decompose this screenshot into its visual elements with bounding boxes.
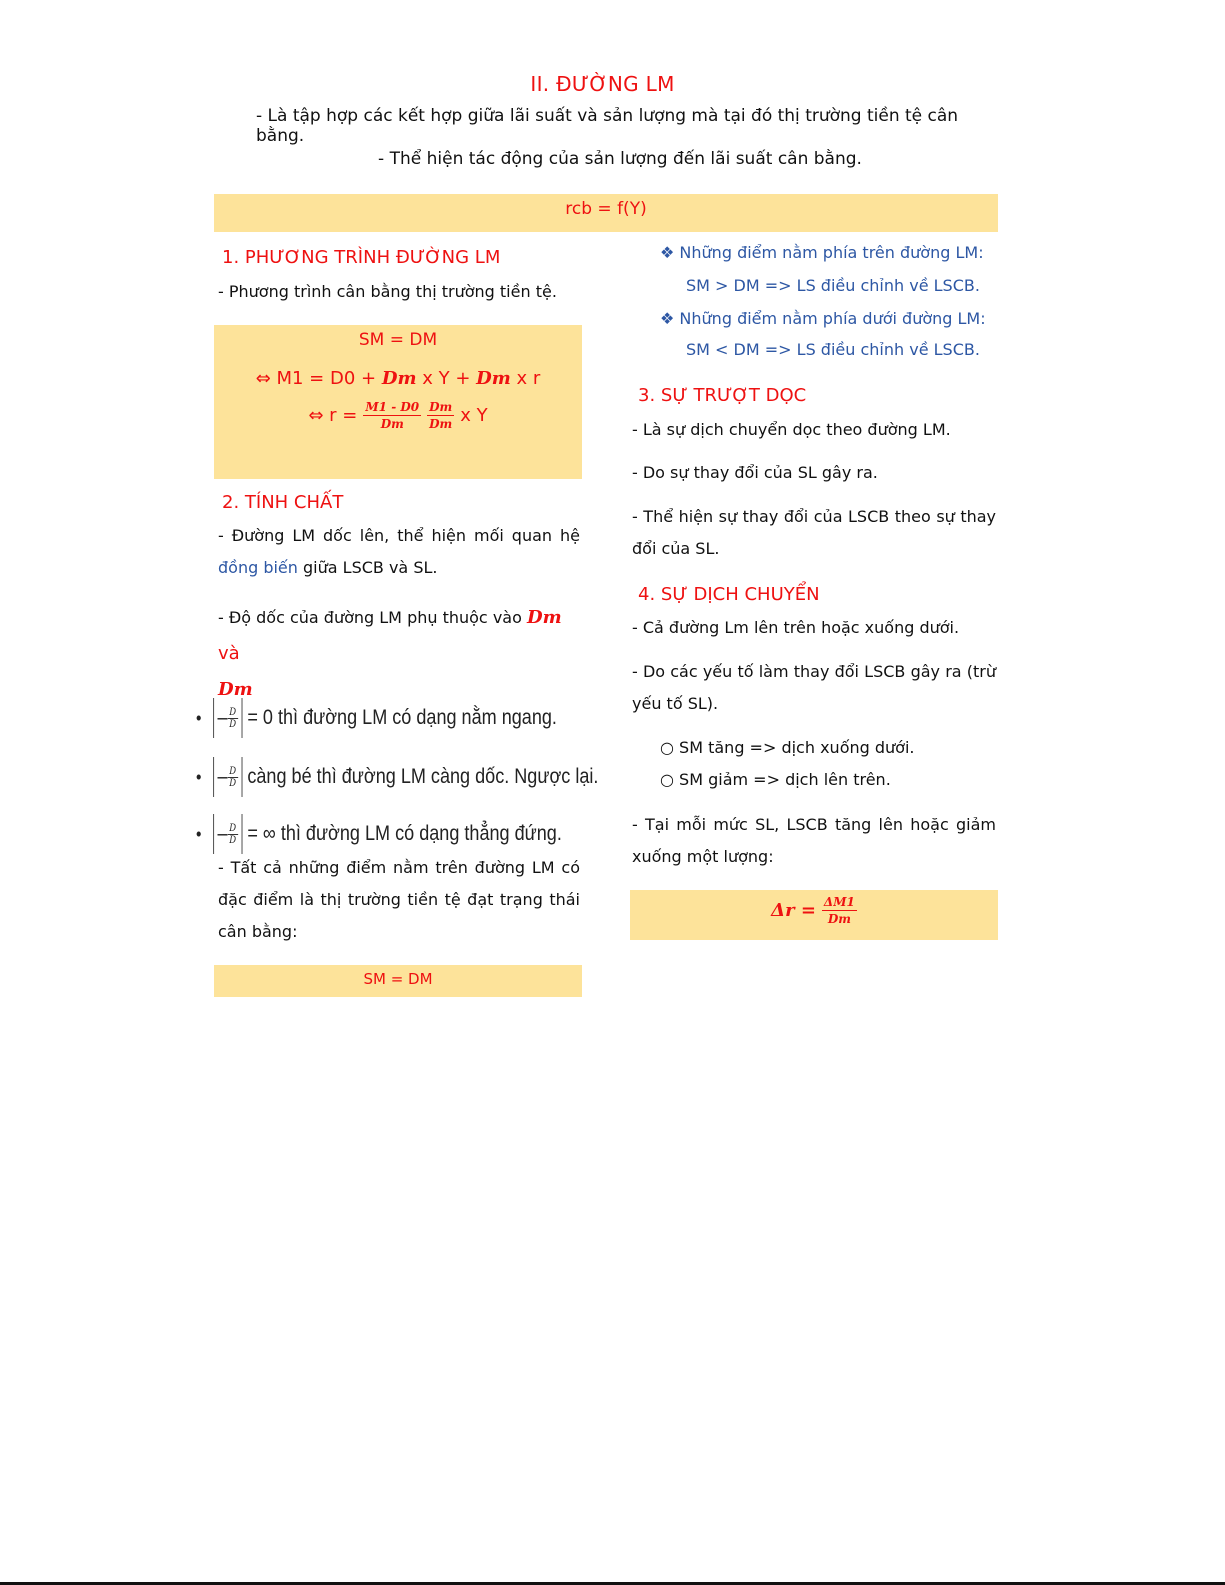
p1-part-b: giữa LSCB và SL. [303,558,438,577]
p1-highlight: đồng biến [218,558,298,577]
section-1-text: - Phương trình cân bằng thị trường tiền tệ. [218,282,557,301]
eq3-suffix: x Y [460,405,488,426]
abs-den-2: D [229,777,237,789]
section-3-line-3: - Thể hiện sự thay đổi của LSCB theo sự thay đổi của SL. [632,507,996,558]
formula-band-delta-r [630,890,998,940]
formula-sm-dm: SM = DM [363,970,433,988]
bullet-text-3: = ∞ thì đường LM có dạng thẳng đứng. [247,822,562,845]
eq2-prefix: ⇔ M1 = D0 + [255,368,377,389]
section-4-sub-2: ○ SM giảm => dịch lên trên. [660,770,891,789]
eq2-dm-1: Dm [381,368,417,389]
section-2-p2 [218,600,580,708]
section-4-line-2: - Do các yếu tố làm thay đổi LSCB gây ra (trừ yếu tố SL). [632,662,996,713]
section-4-line-3: - Tại mỗi mức SL, LSCB tăng lên hoặc giảm xuống một lượng: [632,815,996,866]
abs-fraction-1: – $\frac{D}{D}$ [213,698,242,738]
abs-num-2: D [229,765,237,777]
p2-sym-2: Dm [218,679,253,700]
eq3-prefix: ⇔ r = [308,405,358,426]
abs-num-1: D [229,706,237,718]
bullet-text-1: = 0 thì đường LM có dạng nằm ngang. [247,706,557,729]
below-curve-point: ❖ Những điểm nằm phía dưới đường LM: [660,309,986,328]
section-2-title: 2. TÍNH CHẤT [222,492,344,513]
p2-text: - Độ dốc của đường LM phụ thuộc vào [218,608,522,627]
eq2-end: x r [516,368,541,389]
intro-line-2: - Thể hiện tác động của sản lượng đến lãi suất cân bằng. [378,149,862,169]
slope-bullet-3 [196,814,562,854]
abs-fraction-2: – $\frac{D}{D}$ [213,757,242,797]
fraction-dm-dm [427,399,454,432]
bullet-dot-2: • [196,766,202,787]
equation-sm-dm: SM = DM [358,330,438,350]
delta-den: Dm [827,912,851,926]
abs-fraction-3: – $\frac{D}{D}$ [213,814,242,854]
eq2-mid: x Y + [422,368,471,389]
formula-band-main [214,194,998,232]
slope-bullet-1 [196,698,557,738]
section-2-p3: - Tất cả những điểm nằm trên đường LM có đặc điểm là thị trường tiền tệ đạt trạng thái cân bằng: [218,858,580,941]
delta-r-lhs: Δr = [771,900,816,921]
page-title: II. ĐƯỜNG LM [530,72,675,96]
slope-bullet-2 [196,757,598,797]
bullet-dot-1: • [196,707,202,728]
delta-num: ΔM1 [823,895,855,909]
abs-den-3: D [229,834,237,846]
frac-a-den: Dm [380,417,404,431]
section-4-line-1: - Cả đường Lm lên trên hoặc xuống dưới. [632,618,960,637]
equation-m1 [214,368,582,389]
section-4-title: 4. SỰ DỊCH CHUYỂN [638,584,820,605]
section-4-sub-1: ○ SM tăng => dịch xuống dưới. [660,738,915,757]
formula-band-equilibrium [214,965,582,997]
above-curve-point: ❖ Những điểm nằm phía trên đường LM: [660,243,984,262]
fraction-m1-d0 [363,399,421,432]
section-3-title: 3. SỰ TRƯỢT DỌC [638,385,807,406]
below-curve-rule: SM < DM => LS điều chỉnh về LSCB. [686,340,980,359]
equation-box [214,325,582,479]
section-3-line-2: - Do sự thay đổi của SL gây ra. [632,463,878,482]
p1-part-a: - Đường LM dốc lên, thể hiện mối quan hệ [218,526,580,545]
section-3-line-1: - Là sự dịch chuyển dọc theo đường LM. [632,420,951,439]
p2-sym-1: Dm [526,607,562,628]
equation-r [214,399,582,432]
abs-den-1: D [229,718,237,730]
above-curve-rule: SM > DM => LS điều chỉnh về LSCB. [686,276,980,295]
fraction-delta-m1 [822,894,857,927]
frac-b-num: Dm [429,400,453,414]
eq2-dm-2: Dm [476,368,511,389]
frac-a-num: M1 - D0 [365,400,420,414]
intro-line-1: - Là tập hợp các kết hợp giữa lãi suất và sản lượng mà tại đó thị trường tiền tệ cân bằng. [256,106,959,146]
bullet-text-2: càng bé thì đường LM càng dốc. Ngược lại. [247,765,599,788]
abs-num-3: D [229,822,237,834]
formula-rcb: rcb = f(Y) [565,199,647,219]
p2-and: và [218,643,240,664]
frac-b-den: Dm [429,417,453,431]
section-1-title: 1. PHƯƠNG TRÌNH ĐƯỜNG LM [222,247,501,268]
bullet-dot-3: • [196,823,202,844]
section-2-p1 [218,520,580,584]
formula-delta-r [630,894,998,927]
